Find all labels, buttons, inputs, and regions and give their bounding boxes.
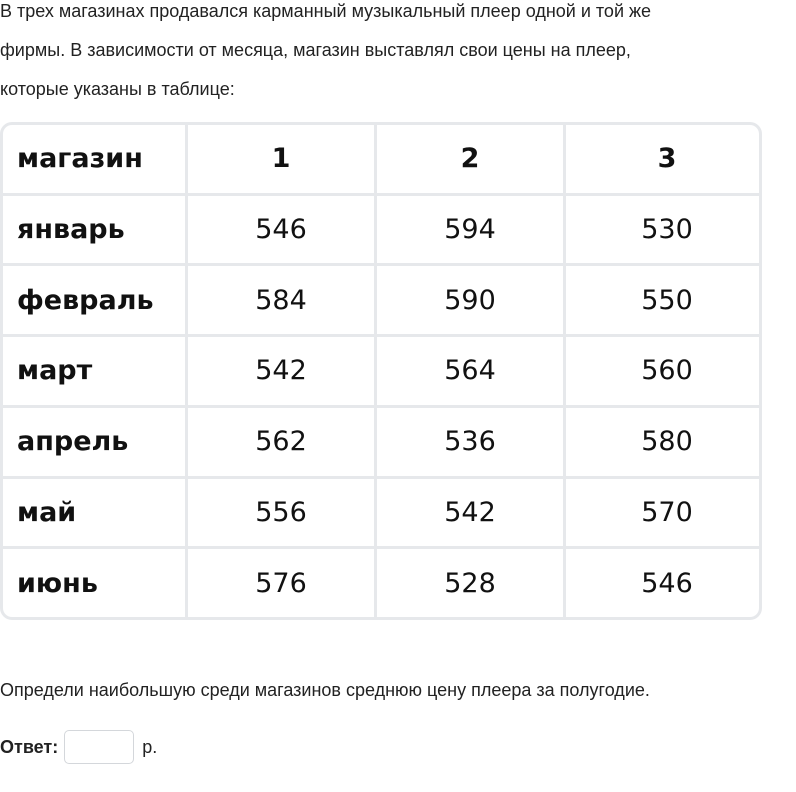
price-cell: 576 bbox=[188, 549, 374, 617]
price-cell: 556 bbox=[188, 479, 374, 547]
header-cell-store-3: 3 bbox=[566, 125, 762, 193]
price-cell: 546 bbox=[566, 549, 762, 617]
price-table bbox=[0, 122, 762, 620]
price-cell: 542 bbox=[188, 337, 374, 405]
price-table-container bbox=[0, 122, 762, 620]
month-cell: январь bbox=[3, 196, 185, 264]
price-cell: 580 bbox=[566, 408, 762, 476]
price-cell: 536 bbox=[377, 408, 563, 476]
header-cell-store: магазин bbox=[3, 125, 185, 193]
price-cell: 560 bbox=[566, 337, 762, 405]
table-row bbox=[3, 479, 762, 547]
price-cell: 584 bbox=[188, 266, 374, 334]
month-cell: июнь bbox=[3, 549, 185, 617]
price-cell: 594 bbox=[377, 196, 563, 264]
table-header-row bbox=[3, 125, 762, 193]
price-cell: 546 bbox=[188, 196, 374, 264]
header-cell-store-1: 1 bbox=[188, 125, 374, 193]
month-cell: апрель bbox=[3, 408, 185, 476]
problem-line-3: которые указаны в таблице: bbox=[0, 79, 235, 99]
month-cell: май bbox=[3, 479, 185, 547]
answer-row bbox=[0, 728, 157, 766]
price-cell: 562 bbox=[188, 408, 374, 476]
table-row bbox=[3, 196, 762, 264]
month-cell: февраль bbox=[3, 266, 185, 334]
problem-line-2: фирмы. В зависимости от месяца, магазин выставлял свои цены на плеер, bbox=[0, 40, 631, 60]
price-cell: 590 bbox=[377, 266, 563, 334]
problem-statement bbox=[0, 0, 790, 109]
month-cell: март bbox=[3, 337, 185, 405]
header-cell-store-2: 2 bbox=[377, 125, 563, 193]
table-row bbox=[3, 266, 762, 334]
price-cell: 542 bbox=[377, 479, 563, 547]
table-row bbox=[3, 337, 762, 405]
price-cell: 528 bbox=[377, 549, 563, 617]
price-cell: 530 bbox=[566, 196, 762, 264]
table-row bbox=[3, 549, 762, 617]
price-cell: 550 bbox=[566, 266, 762, 334]
problem-line-1: В трех магазинах продавался карманный музыкальный плеер одной и той же bbox=[0, 1, 652, 21]
table-row bbox=[3, 408, 762, 476]
question-text: Определи наибольшую среди магазинов среднюю цену плеера за полугодие. bbox=[0, 680, 650, 700]
price-cell: 570 bbox=[566, 479, 762, 547]
answer-unit: р. bbox=[142, 736, 158, 757]
answer-label: Ответ: bbox=[0, 736, 59, 757]
price-cell: 564 bbox=[377, 337, 563, 405]
answer-input[interactable] bbox=[64, 730, 134, 764]
